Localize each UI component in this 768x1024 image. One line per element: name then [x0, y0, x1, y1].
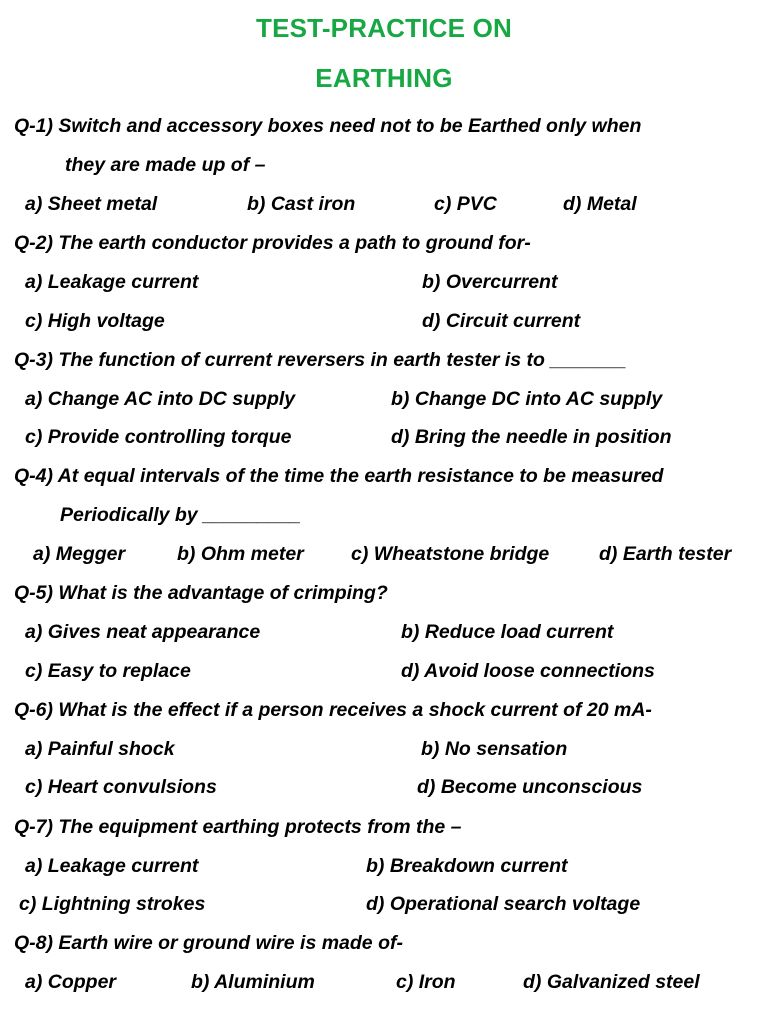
question-2-text: Q-2) The earth conductor provides a path to ground for- — [14, 232, 531, 254]
question-2-option-c: c) High voltage — [25, 310, 165, 332]
question-7-option-b: b) Breakdown current — [366, 855, 568, 877]
question-6-text: Q-6) What is the effect if a person receives a shock current of 20 mA- — [14, 699, 652, 721]
question-6-option-d: d) Become unconscious — [417, 776, 643, 798]
question-6-option-a: a) Painful shock — [25, 738, 175, 760]
page-title: TEST-PRACTICE ON — [256, 13, 512, 43]
question-2-option-b: b) Overcurrent — [422, 271, 558, 293]
question-2-option-d: d) Circuit current — [422, 310, 581, 332]
question-4-option-a: a) Megger — [33, 543, 126, 565]
question-2-option-a: a) Leakage current — [25, 271, 199, 293]
question-8-option-a: a) Copper — [25, 971, 117, 993]
question-4-option-b: b) Ohm meter — [177, 543, 304, 565]
question-4-option-c: c) Wheatstone bridge — [351, 543, 550, 565]
question-5-option-d: d) Avoid loose connections — [401, 660, 655, 682]
question-6-option-b: b) No sensation — [421, 738, 568, 760]
question-1-option-b: b) Cast iron — [247, 193, 356, 215]
question-1-option-c: c) PVC — [434, 193, 497, 215]
question-8-option-b: b) Aluminium — [191, 971, 315, 993]
question-4-text: Q-4) At equal intervals of the time the earth resistance to be measured — [14, 465, 664, 487]
question-7-option-a: a) Leakage current — [25, 855, 199, 877]
question-5-text: Q-5) What is the advantage of crimping? — [14, 582, 388, 604]
question-7-text: Q-7) The equipment earthing protects from the – — [14, 816, 462, 838]
question-5-option-a: a) Gives neat appearance — [25, 621, 261, 643]
question-7-option-d: d) Operational search voltage — [366, 893, 641, 915]
question-3-option-a: a) Change AC into DC supply — [25, 388, 296, 410]
question-4-text-cont: Periodically by _________ — [60, 504, 301, 526]
question-3-option-d: d) Bring the needle in position — [391, 426, 672, 448]
question-4-option-d: d) Earth tester — [599, 543, 732, 565]
question-1-option-d: d) Metal — [563, 193, 637, 215]
question-3-option-b: b) Change DC into AC supply — [391, 388, 663, 410]
question-5-option-c: c) Easy to replace — [25, 660, 191, 682]
question-1-text-cont: they are made up of – — [65, 154, 266, 176]
question-6-option-c: c) Heart convulsions — [25, 776, 217, 798]
question-5-option-b: b) Reduce load current — [401, 621, 614, 643]
question-1-option-a: a) Sheet metal — [25, 193, 158, 215]
question-3-text: Q-3) The function of current reversers in earth tester is to _______ — [14, 349, 627, 371]
question-8-text: Q-8) Earth wire or ground wire is made of- — [14, 932, 403, 954]
question-7-option-c: c) Lightning strokes — [19, 893, 206, 915]
question-1-text: Q-1) Switch and accessory boxes need not to be Earthed only when — [14, 115, 642, 137]
question-3-option-c: c) Provide controlling torque — [25, 426, 292, 448]
question-8-option-c: c) Iron — [396, 971, 456, 993]
page-subtitle: EARTHING — [315, 63, 453, 93]
question-8-option-d: d) Galvanized steel — [523, 971, 700, 993]
